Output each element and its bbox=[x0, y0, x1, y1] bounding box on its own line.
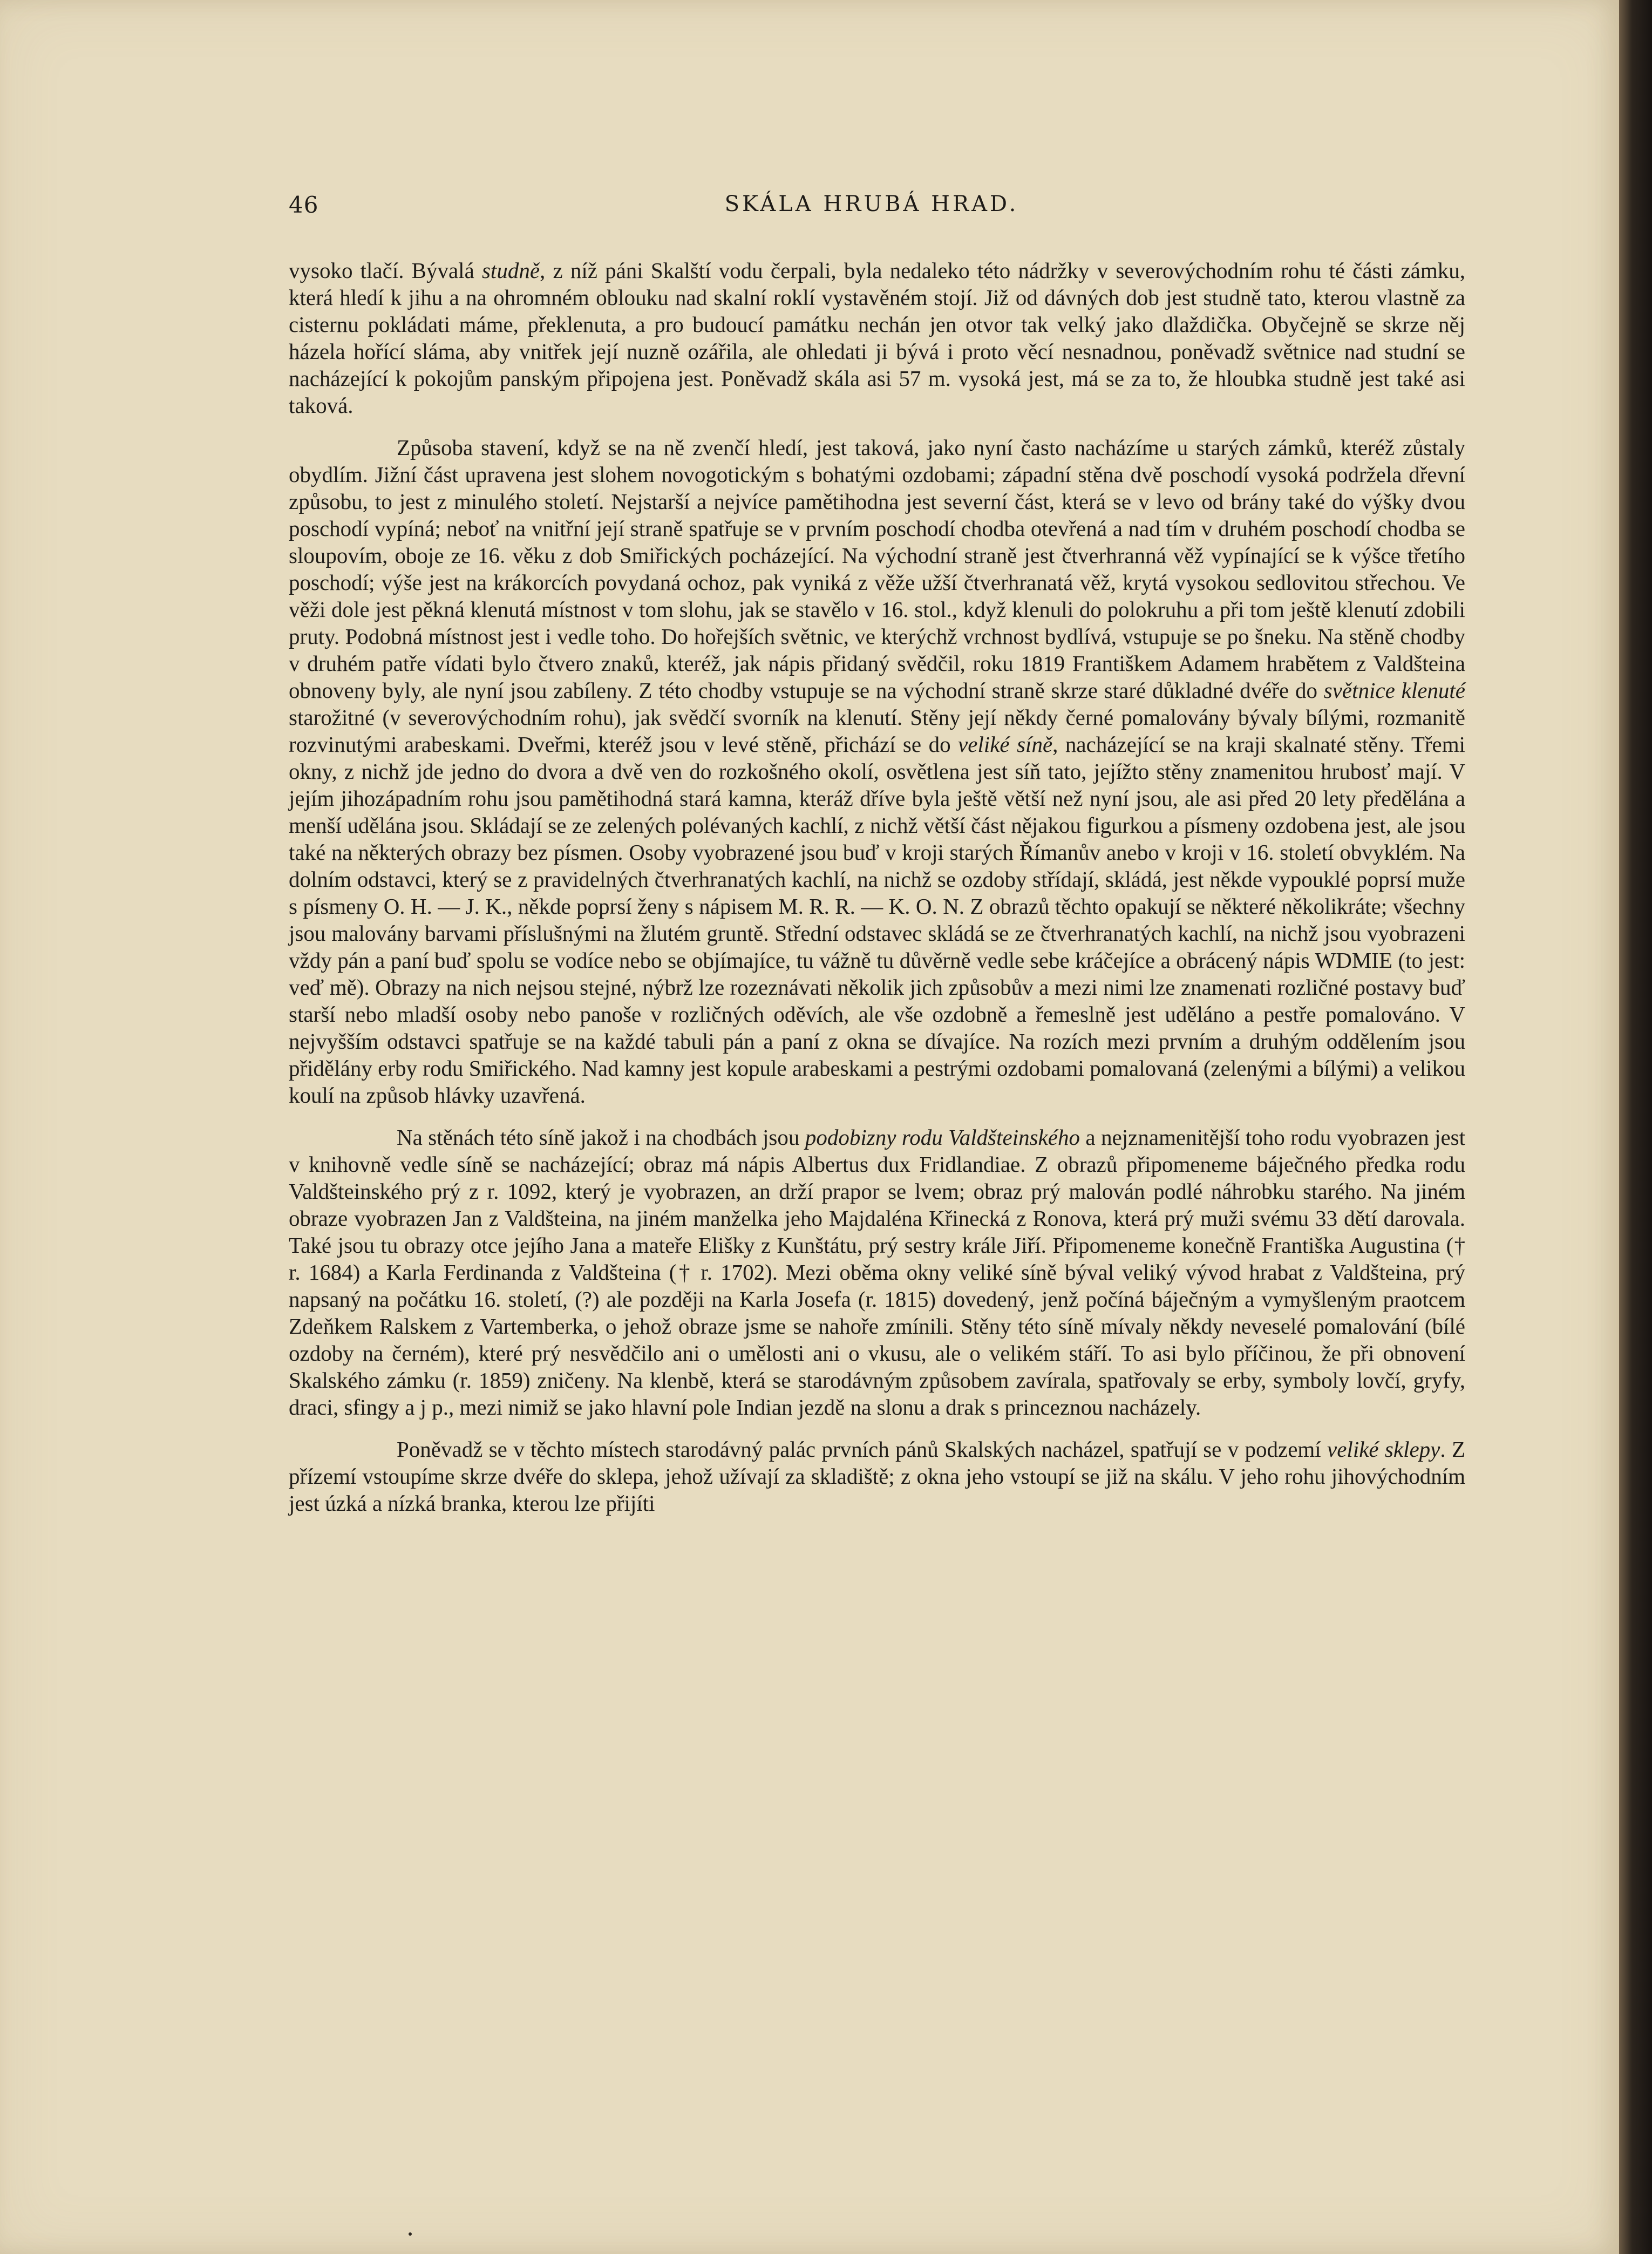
text-run: Na stěnách této síně jakož i na chodbách jsou bbox=[397, 1125, 805, 1150]
emphasis: světnice klenuté bbox=[1323, 678, 1465, 703]
emphasis: veliké sklepy bbox=[1327, 1437, 1440, 1462]
emphasis: veliké síně bbox=[958, 732, 1053, 757]
text-run: . Z přízemí vstoupíme skrze dvéře do sklepa, jehož užívají za skladiště; z okna jeho vstoupí se již na skálu. V jeho rohu jihovýchodním jest úzká a nízká branka, kterou lze přijíti bbox=[289, 1437, 1466, 1516]
running-title: SKÁLA HRUBÁ HRAD. bbox=[724, 192, 1019, 216]
paragraph bbox=[289, 257, 1465, 419]
text-run: , z níž páni Skalští vodu čerpali, byla nedaleko této nádržky v severovýchodním rohu té části zámku, která hledí k jihu a na ohromném oblouku nad skalní roklí vystavěném stojí. Již od dávných dob jest studně tato, kterou vlastně za cisternu pokládati máme, překlenuta, a pro budoucí památku nechán jen otvor tak velký jako dlaždička. Obyčejně se skrze něj házela hořící sláma, aby vnitřek její nuzně ozářila, ale ohledati ji bývá i proto věcí nesnadnou, poněvadž světnice nad studní se nacházející k pokojům panským připojena jest. Poněvadž skála asi 57 m. vysoká jest, má se za to, že hloubka studně jest také asi taková. bbox=[289, 258, 1465, 418]
paragraph bbox=[289, 434, 1465, 1109]
text-run: starožitné (v severovýchodním rohu), jak svědčí svorník na klenutí. Stěny její někdy černé pomalovány bývaly bílými, rozmanitě rozvinutými arabeskami. Dveřmi, kteréž jsou v levé stěně, přichází se do bbox=[289, 705, 1465, 757]
ink-speck bbox=[409, 2232, 412, 2236]
text-run: vysoko tlačí. Bývalá bbox=[289, 258, 482, 283]
text-run: , nacházející se na kraji skalnaté stěny. Třemi okny, z nichž jde jedno do dvora a dvě ven do rozkošného okolí, osvětlena jest síň tato, jejížto stěny znamenitou hrubosť mají. V jejím jihozápadním rohu jsou pamětihodná stará kamna, kteráž dříve byla ještě větší než nyní jsou, ale asi před 20 lety předělána a menší udělána jsou. Skládají se ze zelených polévaných kachlí, z nichž větší část nějakou figurkou a písmeny ozdobena jest, ale jsou také na některých obrazy bez písmen. Osoby vyobrazené jsou buď v kroji starých Římanův anebo v kroji v 16. století obvyklém. Na dolním odstavci, který se z pravidelných čtverhranatých kachlí, na nichž se ozdoby střídají, skládá, jest někde vypouklé poprsí muže s písmeny O. H. — J. K., někde poprsí ženy s nápisem M. R. R. — K. O. N. Z obrazů těchto opakují se některé několikráte; všechny jsou malovány barvami příslušnými na žlutém gruntě. Střední odstavec skládá se ze čtverhranatých kachlí, na nichž jsou vyobrazeni vždy pán a paní buď spolu se vodíce nebo se objímajíce, tu vážně tu důvěrně vedle sebe kráčejíce a obrácený nápis WDMIE (to jest: veď mě). Obrazy na nich nejsou stejné, nýbrž lze rozeznávati několik jich způsobův a mezi nimi lze znamenati rozličné postavy buď starší nebo mladší osoby nebo panoše v rozličných oděvích, ale vše ozdobně a řemeslně jest uděláno a pestře pomalováno. V nejvyšším odstavci spatřuje se na každé tabuli pán a paní z okna se dívajíce. Na rozích mezi prvním a druhým oddělením jsou přidělány erby rodu Smiřického. Nad kamny jest kopule arabeskami a pestrými ozdobami pomalovaná (zelenými a bílými) a velikou koulí na způsob hlávky uzavřená. bbox=[289, 732, 1465, 1108]
book-spine-edge bbox=[1619, 0, 1652, 2254]
text-run: Způsoba stavení, když se na ně zvenčí hledí, jest taková, jako nyní často nacházíme u starých zámků, kteréž zůstaly obydlím. Jižní část upravena jest slohem novogotickým s bohatými ozdobami; západní stěna dvě poschodí vysoká podržela dřevní způsobu, to jest z minulého století. Nejstarší a nejvíce pamětihodna jest severní část, která se v levo od brány také do výšky dvou poschodí vypíná; neboť na vnitřní její straně spatřuje se v prvním poschodí chodba otevřená a nad tím v druhém poschodí chodba se sloupovím, oboje ze 16. věku z dob Smiřických pocházející. Na východní straně jest čtverhranná věž vypínající se k výšce třetího poschodí; výše jest na krákorcích povydaná ochoz, pak vyniká z věže užší čtverhranatá věž, krytá vysokou sedlovitou střechou. Ve věži dole jest pěkná klenutá místnost v tom slohu, jak se stavělo v 16. stol., když klenuli do polokruhu a při tom ještě klenutí zdobili pruty. Podobná místnost jest i vedle toho. Do hořejších světnic, ve kterýchž vrchnost bydlívá, vstupuje se po šneku. Na stěně chodby v druhém patře vídati bylo čtvero znaků, kteréž, jak nápis přidaný svědčil, roku 1819 Františkem Adamem hrabětem z Valdšteina obnoveny byly, ale nyní jsou zabíleny. Z této chodby vstupuje se na východní straně skrze staré důkladné dvéře do bbox=[289, 435, 1465, 703]
page-header bbox=[289, 192, 1454, 224]
emphasis: studně bbox=[481, 258, 540, 283]
paragraph bbox=[289, 1436, 1465, 1517]
paragraph bbox=[289, 1124, 1465, 1421]
page-number: 46 bbox=[289, 192, 319, 218]
text-run: a nejznamenitější toho rodu vyobrazen jest v knihovně vedle síně se nacházející; obraz má nápis Albertus dux Fridlandiae. Z obrazů připomeneme báječného předka rodu Valdšteinského prý z r. 1092, který je vyobrazen, an drží prapor se lvem; obraz prý malován podlé náhrobku starého. Na jiném obraze vyobrazen Jan z Valdšteina, na jiném manželka jeho Majdaléna Křinecká z Ronova, která prý muži svému 33 dětí darovala. Také jsou tu obrazy otce jejího Jana a mateře Elišky z Kunštátu, prý sestry krále Jiří. Připomeneme konečně Františka Augustina († r. 1684) a Karla Ferdinanda z Valdšteina († r. 1702). Mezi oběma okny veliké síně býval veliký vývod hrabat z Valdšteina, prý napsaný na počátku 16. století, (?) ale později na Karla Josefa (r. 1815) dovedený, jenž počíná báječným a vymyšleným praotcem Zdeňkem Ralskem z Vartemberka, o jehož obraze jsme se nahoře zmínili. Stěny této síně mívaly někdy neveselé pomalování (bílé ozdoby na černém), které prý nesvědčilo ani o umělosti ani o vkusu, ale o velikém stáří. To asi bylo příčinou, že při obnovení Skalského zámku (r. 1859) zničeny. Na klenbě, která se starodávným způsobem zavírala, spatřovaly se erby, symboly lovčí, gryfy, draci, sfingy a j p., mezi nimiž se jako hlavní pole Indian jezdě na slonu a drak s princeznou nacházely. bbox=[289, 1125, 1466, 1420]
emphasis: podobizny rodu Valdšteinského bbox=[805, 1125, 1080, 1150]
body-text bbox=[289, 257, 1465, 1532]
text-run: Poněvadž se v těchto místech starodávný palác prvních pánů Skalských nacházel, spatřují se v podzemí bbox=[397, 1437, 1328, 1462]
